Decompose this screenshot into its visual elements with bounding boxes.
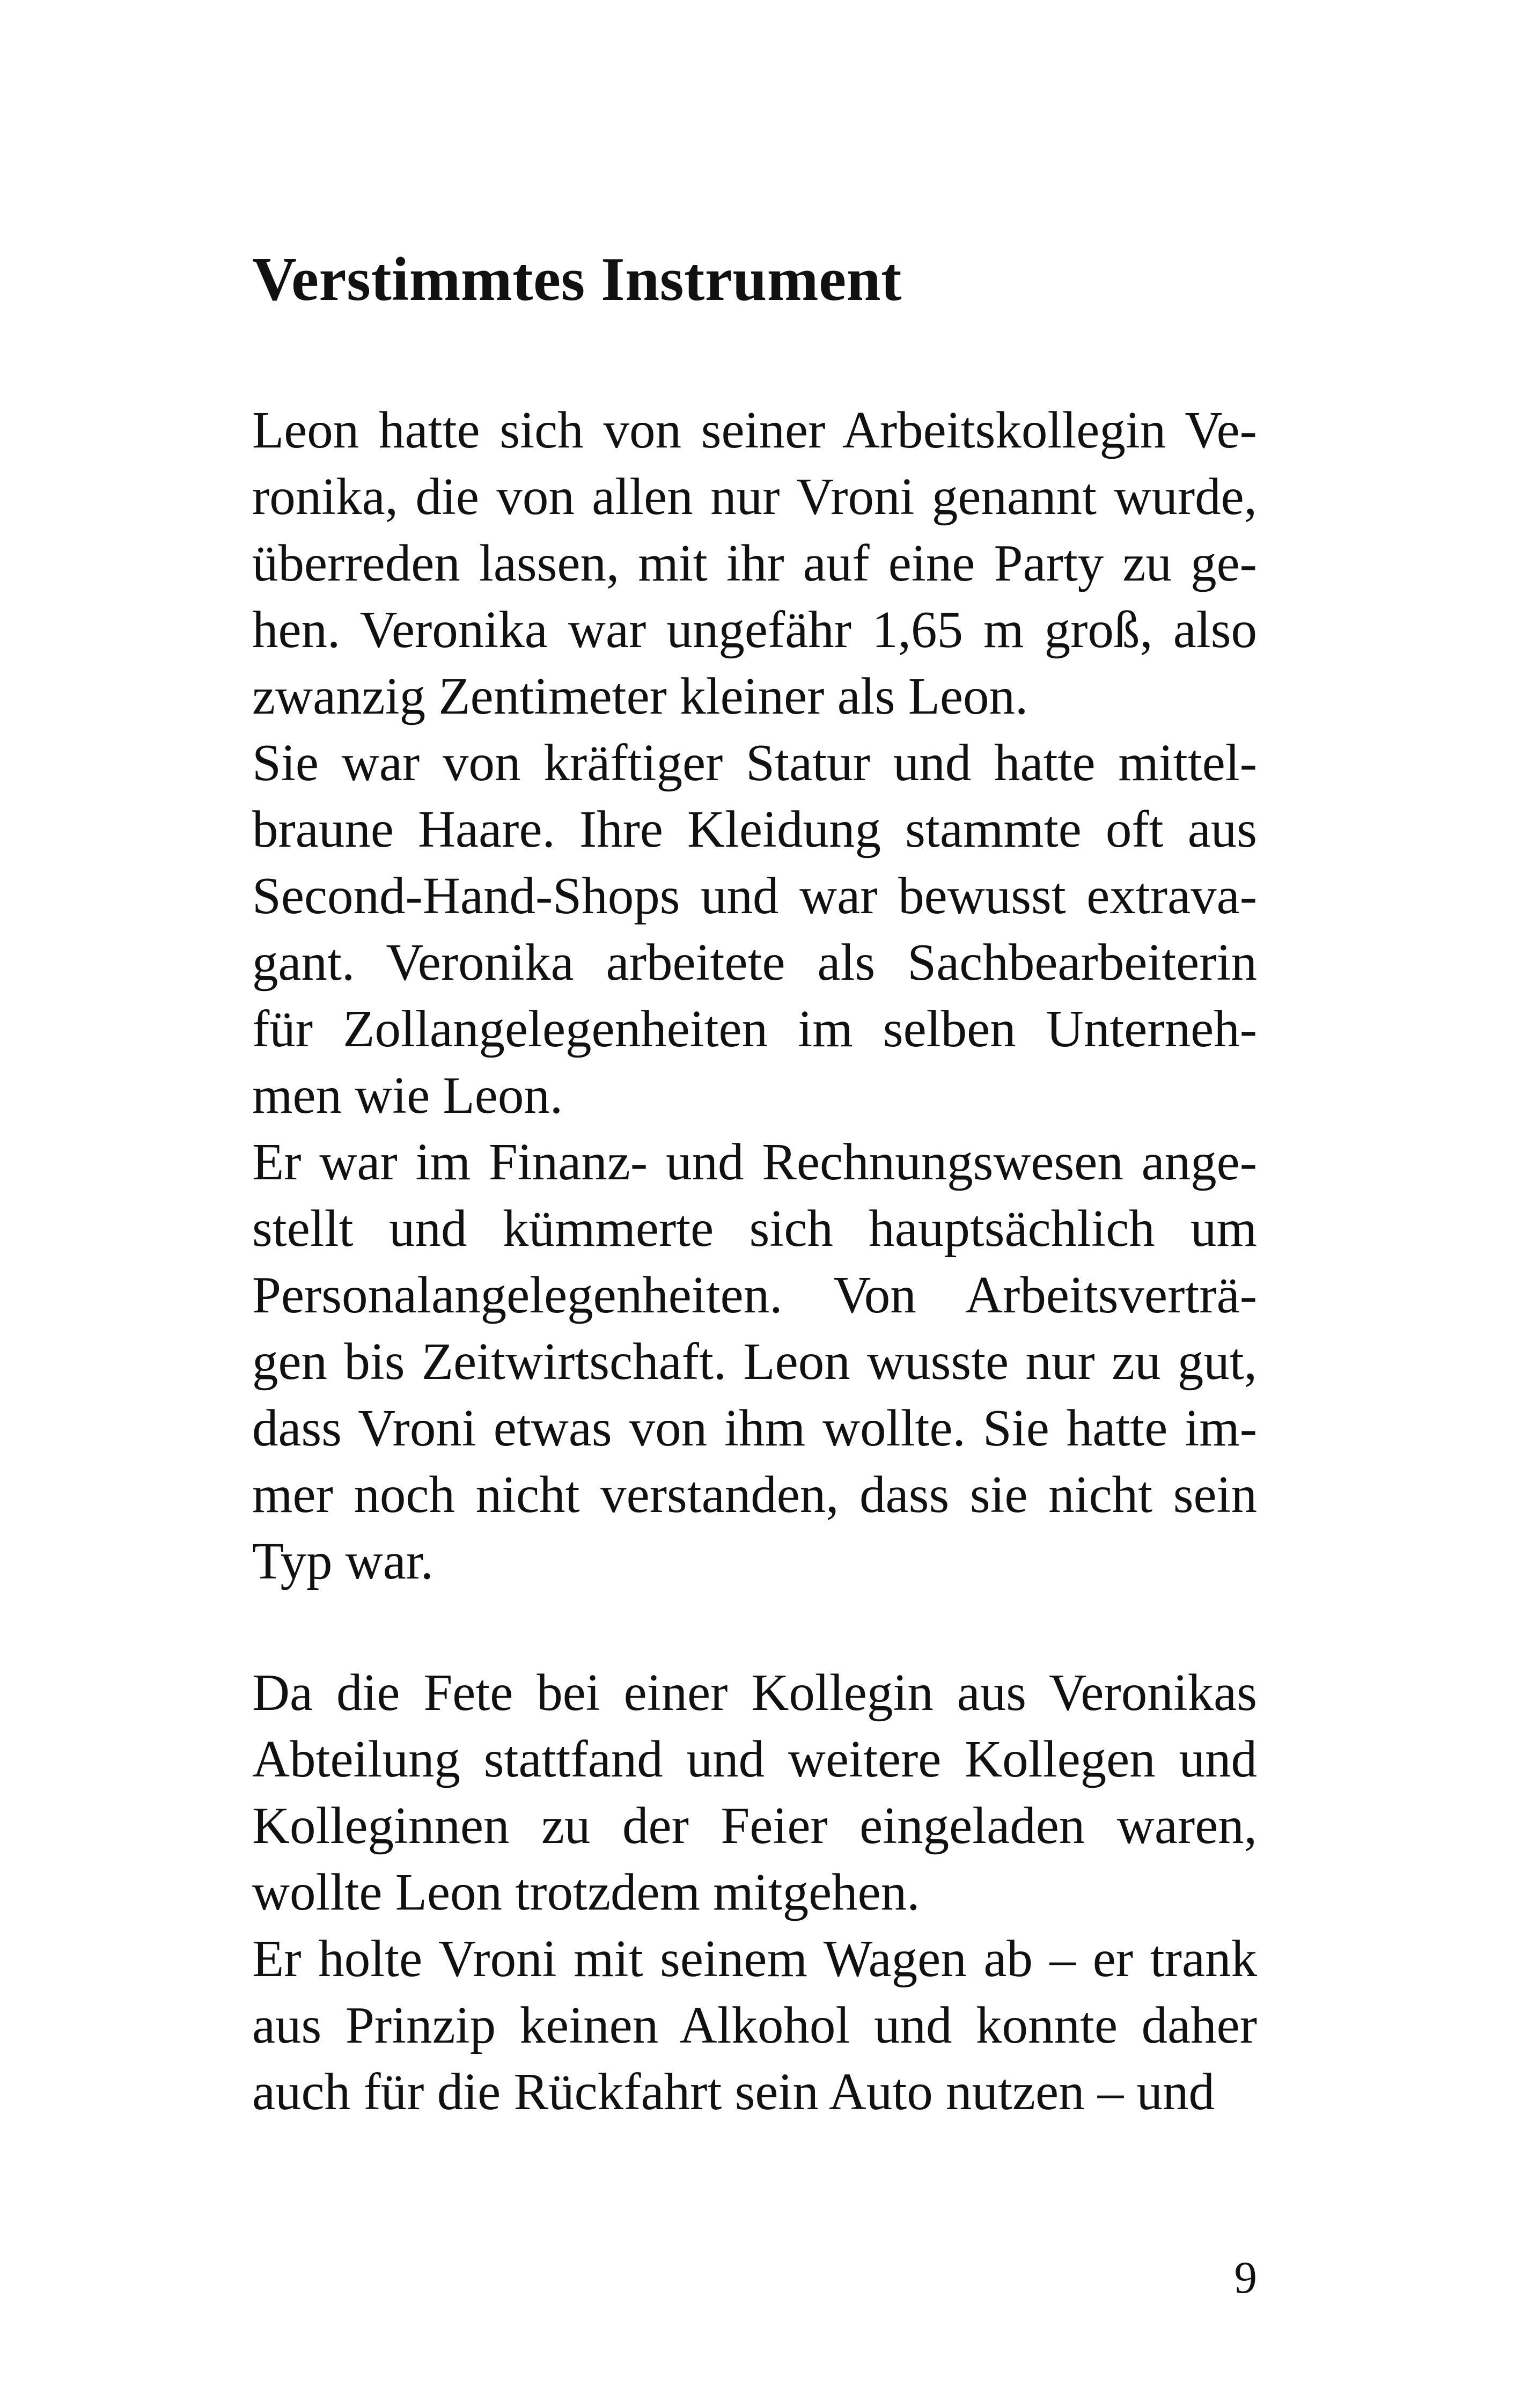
- text-line: men wie Leon.: [252, 1067, 563, 1124]
- text-line: gant. Veronika arbeitete als Sachbearbeiterin: [252, 934, 1257, 991]
- text-line: zwanzig Zentimeter kleiner als Leon.: [252, 667, 1028, 725]
- text-line: ronika, die von allen nur Vroni genannt wurde,: [252, 468, 1257, 525]
- text-line: Second-Hand-Shops und war bewusst extrava-: [252, 867, 1257, 924]
- text-line: Typ war.: [252, 1532, 434, 1590]
- text-line: dass Vroni etwas von ihm wollte. Sie hatte im-: [252, 1399, 1257, 1457]
- text-line: stellt und kümmerte sich hauptsächlich um: [252, 1200, 1257, 1257]
- text-line: wollte Leon trotzdem mitgehen.: [252, 1863, 920, 1921]
- text-line: für Zollangelegenheiten im selben Unterneh-: [252, 1000, 1257, 1058]
- text-line: Personalangelegenheiten. Von Arbeitsverträ-: [252, 1266, 1257, 1324]
- text-line: auch für die Rückfahrt sein Auto nutzen – und: [252, 2063, 1215, 2120]
- text-line: Er holte Vroni mit seinem Wagen ab – er trank: [252, 1930, 1257, 1987]
- chapter-title: Verstimmtes Instrument: [252, 245, 902, 313]
- paragraph-block: [252, 397, 1257, 1595]
- text-line: hen. Veronika war ungefähr 1,65 m groß, also: [252, 601, 1257, 658]
- text-line: gen bis Zeitwirtschaft. Leon wusste nur zu gut,: [252, 1333, 1257, 1390]
- text-line: überreden lassen, mit ihr auf eine Party zu ge-: [252, 534, 1257, 592]
- text-line: Kolleginnen zu der Feier eingeladen waren,: [252, 1797, 1257, 1854]
- text-line: Leon hatte sich von seiner Arbeitskollegin Ve-: [252, 401, 1257, 459]
- text-line: Er war im Finanz- und Rechnungswesen ange-: [252, 1133, 1257, 1191]
- text-line: mer noch nicht verstanden, dass sie nicht sein: [252, 1466, 1257, 1523]
- text-line: Sie war von kräftiger Statur und hatte mittel-: [252, 734, 1257, 791]
- text-line: Abteilung stattfand und weitere Kollegen und: [252, 1730, 1257, 1788]
- text-line: braune Haare. Ihre Kleidung stammte oft aus: [252, 801, 1257, 858]
- text-line: aus Prinzip keinen Alkohol und konnte daher: [252, 1996, 1257, 2054]
- paragraph-block: [252, 1660, 1257, 2125]
- page-number: 9: [1234, 2252, 1257, 2303]
- text-line: Da die Fete bei einer Kollegin aus Veronikas: [252, 1664, 1257, 1721]
